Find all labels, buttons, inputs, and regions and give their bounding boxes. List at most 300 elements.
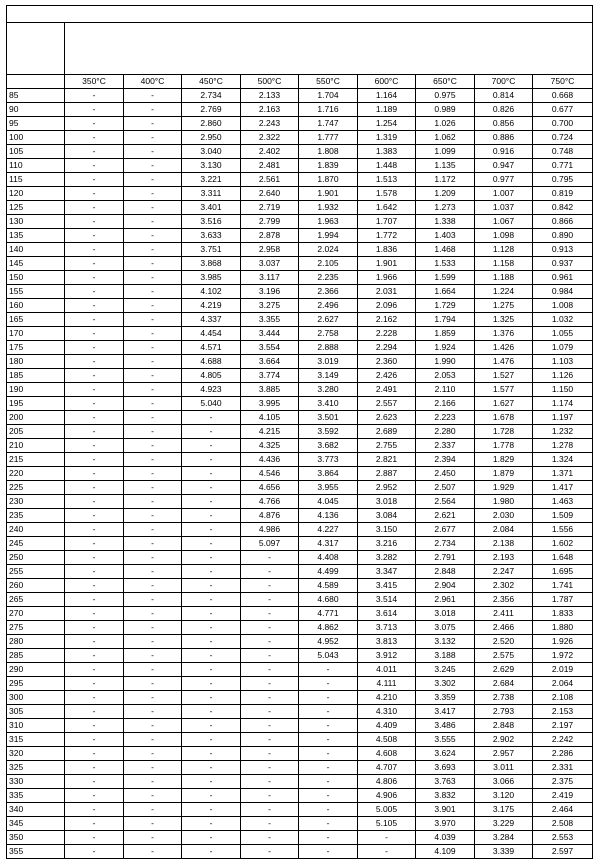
table-cell: - [65, 649, 124, 663]
table-cell: 2.848 [416, 565, 475, 579]
table-row [7, 397, 593, 411]
table-cell: 4.109 [416, 845, 475, 859]
table-cell: 1.963 [299, 215, 358, 229]
row-label-cell: 125 [7, 201, 65, 215]
table-cell: 4.105 [241, 411, 299, 425]
table-cell: - [65, 369, 124, 383]
table-cell: 0.826 [475, 103, 533, 117]
table-cell: 1.932 [299, 201, 358, 215]
column-header: 350°C [65, 75, 124, 89]
table-cell: - [241, 649, 299, 663]
table-cell: 1.509 [533, 509, 593, 523]
table-cell: 4.102 [182, 285, 241, 299]
table-cell: - [182, 733, 241, 747]
table-cell: 3.401 [182, 201, 241, 215]
table-cell: 1.513 [358, 173, 416, 187]
table-cell: 3.311 [182, 187, 241, 201]
table-row [7, 831, 593, 845]
table-cell: 2.950 [182, 131, 241, 145]
table-blank-row [7, 23, 593, 75]
table-cell: - [182, 663, 241, 677]
table-cell: 1.273 [416, 201, 475, 215]
table-cell: - [124, 285, 182, 299]
table-cell: - [124, 621, 182, 635]
column-header: 600°C [358, 75, 416, 89]
table-cell: 1.808 [299, 145, 358, 159]
table-cell: 3.117 [241, 271, 299, 285]
table-cell: - [182, 621, 241, 635]
table-cell: - [124, 229, 182, 243]
table-cell: 4.219 [182, 299, 241, 313]
table-cell: 1.678 [475, 411, 533, 425]
table-cell: 2.402 [241, 145, 299, 159]
row-label-cell: 110 [7, 159, 65, 173]
row-label-cell: 285 [7, 649, 65, 663]
table-cell: 2.110 [416, 383, 475, 397]
table-cell: 2.887 [358, 467, 416, 481]
row-label-cell: 345 [7, 817, 65, 831]
table-cell: 2.758 [299, 327, 358, 341]
table-cell: - [65, 607, 124, 621]
table-cell: 1.174 [533, 397, 593, 411]
table-row [7, 439, 593, 453]
table-cell: - [65, 299, 124, 313]
table-row [7, 593, 593, 607]
table-cell: 1.870 [299, 173, 358, 187]
row-label-cell: 180 [7, 355, 65, 369]
table-cell: - [124, 89, 182, 103]
table-cell: - [182, 453, 241, 467]
table-cell: 3.773 [299, 453, 358, 467]
row-label-cell: 130 [7, 215, 65, 229]
table-row [7, 285, 593, 299]
table-cell: 3.713 [358, 621, 416, 635]
table-cell: 1.476 [475, 355, 533, 369]
table-cell: 3.284 [475, 831, 533, 845]
table-cell: - [65, 523, 124, 537]
table-cell: - [65, 187, 124, 201]
table-cell: - [65, 775, 124, 789]
column-header: 750°C [533, 75, 593, 89]
table-cell: 3.120 [475, 789, 533, 803]
table-cell: - [65, 159, 124, 173]
table-cell: 2.902 [475, 733, 533, 747]
table-cell: 3.011 [475, 761, 533, 775]
table-cell: - [124, 607, 182, 621]
table-cell: 1.966 [358, 271, 416, 285]
row-label-cell: 120 [7, 187, 65, 201]
table-cell: 2.952 [358, 481, 416, 495]
table-cell: - [182, 691, 241, 705]
table-cell: - [182, 775, 241, 789]
row-label-cell: 205 [7, 425, 65, 439]
table-cell: 2.640 [241, 187, 299, 201]
table-cell: - [65, 313, 124, 327]
table-cell: 3.995 [241, 397, 299, 411]
table-cell: - [124, 131, 182, 145]
table-cell: 3.359 [416, 691, 475, 705]
table-cell: - [299, 761, 358, 775]
table-cell: - [124, 761, 182, 775]
row-label-cell: 290 [7, 663, 65, 677]
row-label-cell: 175 [7, 341, 65, 355]
table-cell: 1.990 [416, 355, 475, 369]
table-cell: 1.325 [475, 313, 533, 327]
table-cell: 2.684 [475, 677, 533, 691]
table-cell: - [241, 607, 299, 621]
table-cell: 4.508 [358, 733, 416, 747]
table-cell: - [124, 831, 182, 845]
table-cell: - [182, 481, 241, 495]
table-cell: - [182, 411, 241, 425]
table-cell: - [182, 467, 241, 481]
table-cell: 1.026 [416, 117, 475, 131]
table-cell: - [124, 775, 182, 789]
table-cell: 1.695 [533, 565, 593, 579]
table-cell: 4.215 [241, 425, 299, 439]
row-label-cell: 170 [7, 327, 65, 341]
table-row [7, 803, 593, 817]
table-row [7, 299, 593, 313]
table-cell: 4.227 [299, 523, 358, 537]
table-cell: - [65, 789, 124, 803]
table-cell: 1.079 [533, 341, 593, 355]
table-cell: 4.806 [358, 775, 416, 789]
table-cell: - [182, 593, 241, 607]
table-cell: 3.347 [358, 565, 416, 579]
table-cell: 1.741 [533, 579, 593, 593]
table-cell: - [124, 705, 182, 719]
table-cell: 2.821 [358, 453, 416, 467]
row-label-cell: 150 [7, 271, 65, 285]
table-cell: - [124, 187, 182, 201]
table-cell: - [65, 355, 124, 369]
table-cell: - [182, 789, 241, 803]
table-cell: 0.668 [533, 89, 593, 103]
table-cell: 1.232 [533, 425, 593, 439]
table-cell: 2.286 [533, 747, 593, 761]
table-cell: 0.677 [533, 103, 593, 117]
table-cell: 3.614 [358, 607, 416, 621]
row-label-cell: 315 [7, 733, 65, 747]
table-cell: 3.417 [416, 705, 475, 719]
table-cell: 3.040 [182, 145, 241, 159]
table-cell: 2.466 [475, 621, 533, 635]
table-cell: 1.642 [358, 201, 416, 215]
table-cell: 2.019 [533, 663, 593, 677]
table-cell: 3.813 [358, 635, 416, 649]
table-cell: 2.629 [475, 663, 533, 677]
table-row [7, 719, 593, 733]
table-cell: - [124, 383, 182, 397]
table-cell: - [124, 257, 182, 271]
table-cell: 3.864 [299, 467, 358, 481]
table-cell: 3.901 [416, 803, 475, 817]
row-label-cell: 275 [7, 621, 65, 635]
table-cell: 4.876 [241, 509, 299, 523]
table-cell: 1.578 [358, 187, 416, 201]
table-row [7, 565, 593, 579]
table-cell: 1.794 [416, 313, 475, 327]
table-cell: - [124, 453, 182, 467]
table-cell: 0.977 [475, 173, 533, 187]
table-cell: - [65, 327, 124, 341]
row-label-cell: 155 [7, 285, 65, 299]
table-cell: 2.360 [358, 355, 416, 369]
table-cell: - [65, 285, 124, 299]
table-cell: - [124, 201, 182, 215]
table-cell: 1.324 [533, 453, 593, 467]
table-cell: - [241, 635, 299, 649]
table-cell: 2.242 [533, 733, 593, 747]
table-cell: - [182, 803, 241, 817]
table-cell: - [65, 103, 124, 117]
table-cell: 3.216 [358, 537, 416, 551]
table-cell: 4.766 [241, 495, 299, 509]
table-cell: 1.729 [416, 299, 475, 313]
table-cell: 3.175 [475, 803, 533, 817]
row-label-cell: 90 [7, 103, 65, 117]
table-cell: 3.693 [416, 761, 475, 775]
table-cell: - [241, 831, 299, 845]
table-row [7, 677, 593, 691]
row-label-cell: 300 [7, 691, 65, 705]
table-row [7, 509, 593, 523]
row-label-cell: 250 [7, 551, 65, 565]
table-cell: - [124, 635, 182, 649]
table-cell: 1.627 [475, 397, 533, 411]
table-row [7, 103, 593, 117]
table-cell: - [124, 145, 182, 159]
table-cell: 0.748 [533, 145, 593, 159]
table-cell: 5.097 [241, 537, 299, 551]
table-cell: 1.008 [533, 299, 593, 313]
table-cell: 1.338 [416, 215, 475, 229]
table-cell: 3.132 [416, 635, 475, 649]
table-row [7, 761, 593, 775]
table-cell: 3.970 [416, 817, 475, 831]
table-cell: 2.053 [416, 369, 475, 383]
table-cell: 3.664 [241, 355, 299, 369]
sheet [6, 5, 592, 859]
table-cell: - [124, 649, 182, 663]
table-corner-cell [7, 23, 65, 75]
table-cell: - [182, 509, 241, 523]
table-cell: 1.158 [475, 257, 533, 271]
table-row [7, 271, 593, 285]
table-cell: - [241, 775, 299, 789]
table-row [7, 257, 593, 271]
table-cell: 2.064 [533, 677, 593, 691]
table-cell: 1.135 [416, 159, 475, 173]
table-cell: - [65, 131, 124, 145]
table-cell: 3.514 [358, 593, 416, 607]
table-cell: - [65, 201, 124, 215]
table-cell: - [124, 271, 182, 285]
table-cell: 1.197 [533, 411, 593, 425]
table-cell: - [65, 565, 124, 579]
table-cell: 1.833 [533, 607, 593, 621]
table-row [7, 159, 593, 173]
table-cell: - [65, 145, 124, 159]
table-row [7, 187, 593, 201]
table-cell: - [182, 551, 241, 565]
table-cell: 1.704 [299, 89, 358, 103]
table-cell: - [65, 691, 124, 705]
table-cell: - [182, 677, 241, 691]
table-cell: 2.677 [416, 523, 475, 537]
table-cell: - [299, 803, 358, 817]
table-cell: 2.247 [475, 565, 533, 579]
table-row [7, 145, 593, 159]
table-cell: 1.602 [533, 537, 593, 551]
table-cell: - [124, 341, 182, 355]
row-label-cell: 225 [7, 481, 65, 495]
table-cell: 2.496 [299, 299, 358, 313]
table-cell: 3.501 [299, 411, 358, 425]
table-cell: 0.842 [533, 201, 593, 215]
column-header: 500°C [241, 75, 299, 89]
table-cell: 1.772 [358, 229, 416, 243]
table-banner-cell [65, 23, 593, 75]
table-cell: 0.866 [533, 215, 593, 229]
table-cell: - [124, 677, 182, 691]
table-cell: 2.366 [299, 285, 358, 299]
table-cell: 2.153 [533, 705, 593, 719]
table-row [7, 733, 593, 747]
table-cell: 3.221 [182, 173, 241, 187]
table-cell: 1.859 [416, 327, 475, 341]
header-row [7, 75, 593, 89]
table-cell: 1.787 [533, 593, 593, 607]
table-cell: - [124, 299, 182, 313]
table-cell: 1.055 [533, 327, 593, 341]
table-cell: 4.454 [182, 327, 241, 341]
table-cell: 2.719 [241, 201, 299, 215]
table-cell: 3.774 [241, 369, 299, 383]
row-label-cell: 95 [7, 117, 65, 131]
table-cell: 3.188 [416, 649, 475, 663]
table-cell: - [65, 761, 124, 775]
table-cell: 3.075 [416, 621, 475, 635]
table-cell: - [182, 747, 241, 761]
row-label-cell: 255 [7, 565, 65, 579]
table-cell: 1.901 [358, 257, 416, 271]
table-cell: 4.688 [182, 355, 241, 369]
table-cell: - [241, 761, 299, 775]
table-cell: - [65, 467, 124, 481]
table-cell: 2.623 [358, 411, 416, 425]
table-cell: 1.062 [416, 131, 475, 145]
table-cell: 2.030 [475, 509, 533, 523]
table-cell: - [124, 439, 182, 453]
table-row [7, 383, 593, 397]
table-cell: 2.860 [182, 117, 241, 131]
table-cell: 4.408 [299, 551, 358, 565]
table-cell: 0.975 [416, 89, 475, 103]
table-cell: 2.508 [533, 817, 593, 831]
table-cell: - [182, 495, 241, 509]
table-cell: 1.448 [358, 159, 416, 173]
table-cell: 4.805 [182, 369, 241, 383]
table-cell: 3.149 [299, 369, 358, 383]
table-cell: - [241, 747, 299, 761]
table-cell: 3.955 [299, 481, 358, 495]
table-cell: 2.958 [241, 243, 299, 257]
row-label-cell: 280 [7, 635, 65, 649]
table-cell: 1.126 [533, 369, 593, 383]
table-cell: 1.371 [533, 467, 593, 481]
table-cell: - [65, 719, 124, 733]
table-cell: 1.599 [416, 271, 475, 285]
table-cell: - [124, 523, 182, 537]
table-cell: 4.317 [299, 537, 358, 551]
table-row [7, 789, 593, 803]
table-cell: 3.150 [358, 523, 416, 537]
table-row [7, 705, 593, 719]
table-cell: - [65, 593, 124, 607]
table-cell: 4.436 [241, 453, 299, 467]
table-cell: 4.337 [182, 313, 241, 327]
table-cell: - [124, 691, 182, 705]
table-cell: 1.007 [475, 187, 533, 201]
table-cell: - [182, 425, 241, 439]
table-cell: 1.664 [416, 285, 475, 299]
table-cell: 3.302 [416, 677, 475, 691]
table-cell: 1.994 [299, 229, 358, 243]
table-row [7, 635, 593, 649]
row-label-cell: 195 [7, 397, 65, 411]
table-cell: 4.409 [358, 719, 416, 733]
table-cell: - [182, 537, 241, 551]
row-label-cell: 355 [7, 845, 65, 859]
table-cell: 2.162 [358, 313, 416, 327]
table-cell: - [241, 579, 299, 593]
table-cell: - [299, 747, 358, 761]
table-cell: - [124, 215, 182, 229]
table-cell: 2.337 [416, 439, 475, 453]
table-cell: 3.066 [475, 775, 533, 789]
table-cell: 3.275 [241, 299, 299, 313]
table-cell: - [182, 579, 241, 593]
table-cell: 2.957 [475, 747, 533, 761]
table-cell: 1.319 [358, 131, 416, 145]
table-cell: 2.961 [416, 593, 475, 607]
table-cell: 1.728 [475, 425, 533, 439]
table-cell: 4.325 [241, 439, 299, 453]
table-cell: 2.024 [299, 243, 358, 257]
table-cell: 3.339 [475, 845, 533, 859]
table-cell: 1.707 [358, 215, 416, 229]
table-cell: - [65, 173, 124, 187]
table-cell: - [299, 845, 358, 859]
row-label-cell: 295 [7, 677, 65, 691]
table-cell: 3.084 [358, 509, 416, 523]
table-cell: 4.952 [299, 635, 358, 649]
table-cell: - [299, 691, 358, 705]
table-cell: 0.890 [533, 229, 593, 243]
table-cell: 1.188 [475, 271, 533, 285]
table-cell: - [124, 117, 182, 131]
table-cell: 4.571 [182, 341, 241, 355]
table-cell: - [182, 817, 241, 831]
table-cell: 3.555 [416, 733, 475, 747]
table-cell: 3.832 [416, 789, 475, 803]
table-cell: 3.019 [299, 355, 358, 369]
table-cell: 1.980 [475, 495, 533, 509]
table-cell: 0.724 [533, 131, 593, 145]
table-cell: - [65, 537, 124, 551]
